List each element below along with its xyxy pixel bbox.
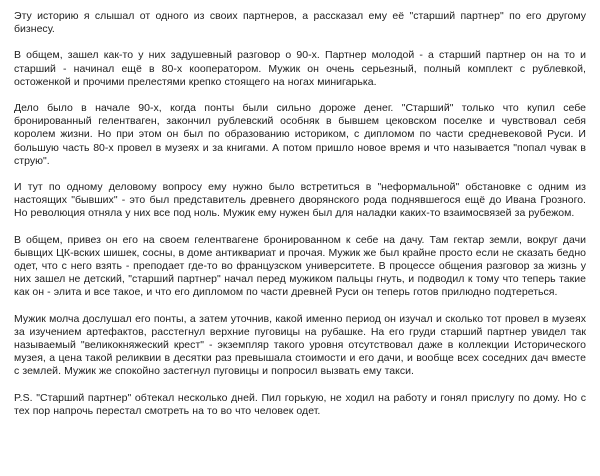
paragraph: Мужик молча дослушал его понты, а затем уточнив, какой именно период он изучал и сколько тот провел в музеях за изучением артефактов, расстегнул верхние пуговицы на рубашке. На его груди старший партнер увидел так называемый "великокняжеский крест" - экземпляр такого уровня отсутствовал даже в коллекции Исторического музея, а цена такой реликвии в десятки раз превышала стоимости и его дачи, и вообще всех соседних дач вместе с землей. Мужик же спокойно застегнул пуговицы и попросил вызвать ему такси. bbox=[14, 312, 586, 378]
paragraph: И тут по одному деловому вопросу ему нужно было встретиться в "неформальной" обстановке с одним из настоящих "бывших" - это был представитель древнего дворянского рода поднявшегося ещё до Ивана Грозного. Но революция отняла у них все под ноль. Мужик ему нужен был для наладки каких-то взаимосвязей за рубежом. bbox=[14, 181, 586, 220]
paragraph-postscript: P.S. "Старший партнер" обтекал несколько дней. Пил горькую, не ходил на работу и гонял прислугу по дому. Но с тех пор напрочь перестал смотреть на то во что человек одет. bbox=[14, 391, 586, 417]
paragraph: Дело было в начале 90-х, когда понты были сильно дороже денег. "Старший" только что купил себе бронированный гелентваген, закончил рублевский особняк в бывшем цековском поселке и чувствовал себя королем жизни. Но при этом он был по образованию историком, с дипломом по части средневековой Руси. И большую часть 80-х провел в музеях и за книгами. А потом пришло новое время и что называется "попал чувак в струю". bbox=[14, 102, 586, 167]
paragraph: В общем, зашел как-то у них задушевный разговор о 90-х. Партнер молодой - а старший партнер он на то и старший - начинал ещё в 80-х кооператором. Мужик он очень серьезный, полный комплект с рублевкой, остоженкой и прочими прелестями крепко стоящего на ногах минигарька. bbox=[14, 49, 586, 88]
paragraph: В общем, привез он его на своем гелентвагене бронированном к себе на дачу. Там гектар земли, вокруг дачи бывщих ЦК-вских шишек, сосны, в доме антиквариат и прочая. Мужик же был крайне просто если не сказать бедно одет, что с него взять - преподает где-то во французском университете. В процессе общения разговор за жизнь у них зашел не детский, "старший партнер" начал перед мужиком пальцы гнуть, и подводил к тому что теперь такие как он - элита и все такое, и что его дипломом по части древней Руси он теперь готов прилюдно подтереться. bbox=[14, 233, 586, 299]
paragraph: Эту историю я слышал от одного из своих партнеров, а рассказал ему её "старший партнер" по его другому бизнесу. bbox=[14, 10, 586, 36]
